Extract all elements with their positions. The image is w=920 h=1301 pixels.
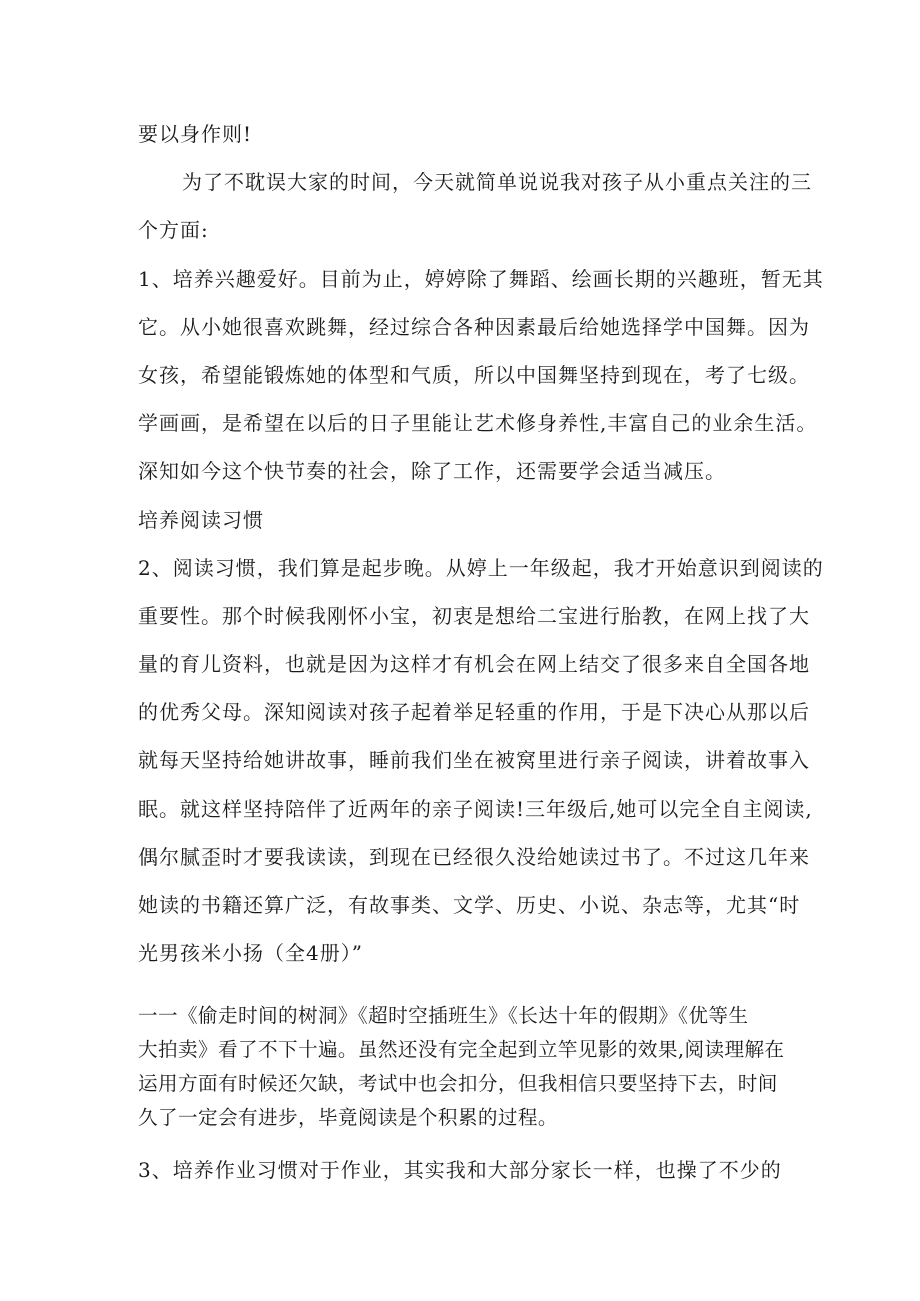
text-line: 量的育儿资料，也就是因为这样才有机会在网上结交了很多来自全国各地 [138,652,810,676]
text-line: 3、培养作业习惯对于作业，其实我和大部分家长一样，也操了不少的 [138,1158,782,1182]
text-line: 光男孩米小扬（全4册）” [138,941,363,965]
text-line: 久了一定会有进步，毕竟阅读是个积累的过程。 [138,1106,558,1129]
text-line: 就每天坚持给她讲故事，睡前我们坐在被窝里进行亲子阅读，讲着故事入 [138,748,810,772]
text-line: 女孩，希望能锻炼她的体型和气质，所以中国舞坚持到现在，考了七级。 [138,363,810,387]
text-line: 偶尔腻歪时才要我读读，到现在已经很久没给她读过书了。不过这几年来 [138,845,810,869]
text-line: 的优秀父母。深知阅读对孩子起着举足轻重的作用，于是下决心从那以后 [138,700,810,724]
text-line: 2、阅读习惯，我们算是起步晚。从婷上一年级起，我才开始意识到阅读的 [138,556,824,580]
text-line: 1、培养兴趣爱好。目前为止，婷婷除了舞蹈、绘画长期的兴趣班，暂无其 [138,267,824,291]
text-line: 大拍卖》看了不下十遍。虽然还没有完全起到立竿见影的效果,阅读理解在 [138,1038,785,1061]
text-line: 它。从小她很喜欢跳舞，经过综合各种因素最后给她选择学中国舞。因为 [138,315,810,339]
text-line: 学画画，是希望在以后的日子里能让艺术修身养性,丰富自己的业余生活。 [138,411,818,435]
text-line: 个方面: [138,218,209,242]
text-line: 为了不耽误大家的时间，今天就简单说说我对孩子从小重点关注的三 [182,170,812,194]
text-line: 一一《偷走时间的树洞》《超时空插班生》《长达十年的假期》《优等生 [138,1004,749,1027]
text-line: 重要性。那个时候我刚怀小宝，初衷是想给二宝进行胎教，在网上找了大 [138,604,810,628]
text-line: 要以身作则! [138,122,253,146]
text-line: 深知如今这个快节奏的社会，除了工作，还需要学会适当减压。 [138,459,726,483]
text-line: 她读的书籍还算广泛，有故事类、文学、历史、小说、杂志等，尤其“时 [138,893,801,917]
text-line: 运用方面有时候还欠缺，考试中也会扣分，但我相信只要坚持下去，时间 [138,1072,778,1095]
section-heading: 培养阅读习惯 [138,508,264,532]
text-line: 眠。就这样坚持陪伴了近两年的亲子阅读!三年级后,她可以完全自主阅读, [138,797,813,821]
